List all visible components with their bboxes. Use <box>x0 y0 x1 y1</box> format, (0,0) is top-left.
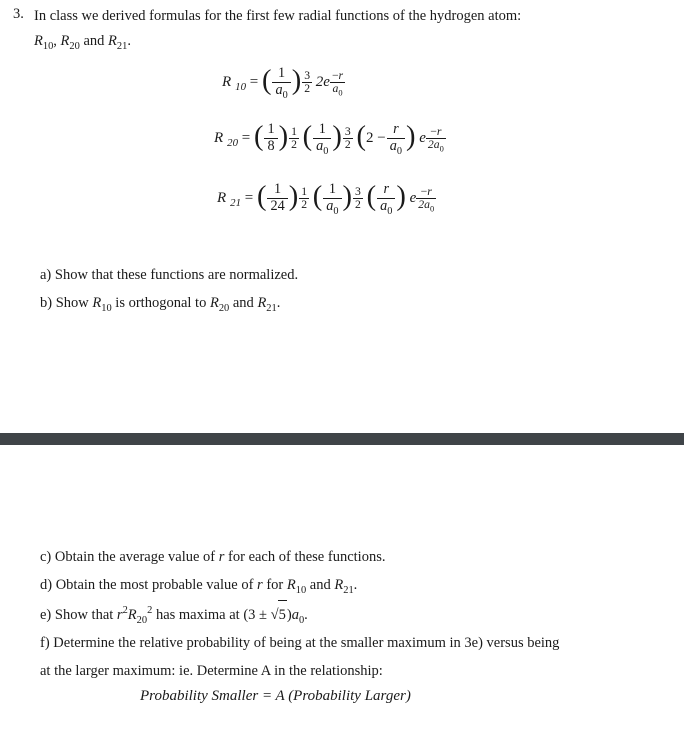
equation-r10 <box>222 66 345 99</box>
part-d-prefix: d) Obtain the most probable value of <box>40 577 258 594</box>
paren-open: ( <box>253 121 264 153</box>
a-symbol: a <box>380 197 388 214</box>
fraction-numerator: r <box>383 181 390 197</box>
sqrt-icon: √ <box>270 606 279 623</box>
minus-sign: − <box>331 68 339 82</box>
exponent-denominator: 2 <box>344 137 351 151</box>
stem-r10-sub: 10 <box>42 40 54 52</box>
part-e-a-sub: 0 <box>298 614 305 626</box>
exponent-numerator: 1 <box>301 184 308 198</box>
exponent-numerator <box>416 186 436 198</box>
bracket-leading-term: 2 − <box>366 129 386 146</box>
final-equation-right: A (Probability Larger) <box>275 688 411 704</box>
part-b-r20-sub: 20 <box>218 302 230 314</box>
part-e-R20-sub: 20 <box>136 614 148 626</box>
part-e-a: a <box>291 606 299 623</box>
part-b-middle: is orthogonal to <box>111 294 210 311</box>
part-d-end: . <box>353 577 358 594</box>
fraction-numerator: 1 <box>328 181 336 197</box>
part-f-line2: at the larger maximum: ie. Determine A in the relationship: <box>40 663 383 680</box>
part-b-and: and <box>229 294 258 311</box>
equation-r10-label: R <box>222 73 232 90</box>
fraction-denominator <box>313 138 331 155</box>
equation-r21-equals: = <box>244 189 254 206</box>
two-a-symbol: 2a <box>427 137 440 151</box>
parts-list-bottom <box>40 543 665 685</box>
equation-r21-factor1 <box>257 182 309 215</box>
stem-sep2: and <box>79 33 109 50</box>
equation-r10-equals: = <box>249 73 259 90</box>
equation-r21-factor2 <box>313 182 363 215</box>
a-subscript: 0 <box>338 87 343 98</box>
stem-sep1: , <box>53 33 61 50</box>
part-e-paren-open: ( <box>243 606 249 623</box>
equation-r20-label: R <box>214 129 224 146</box>
exponent-numerator: 3 <box>304 68 311 82</box>
exponent-numerator: 1 <box>291 124 297 138</box>
minus-sign: − <box>430 124 437 138</box>
fraction-numerator: 1 <box>274 181 282 197</box>
fraction-denominator: 24 <box>267 198 287 215</box>
part-d-r: r <box>257 577 263 594</box>
question-stem <box>34 6 664 52</box>
paren-close: ) <box>332 121 342 153</box>
equation-r20-bracket <box>357 122 416 155</box>
a-symbol: a <box>275 81 283 98</box>
equation-r21-factor3 <box>367 182 406 215</box>
fraction-numerator: 1 <box>318 121 326 137</box>
a-symbol: a <box>326 197 334 214</box>
paren-close: ) <box>396 181 406 213</box>
part-b-r21-sub: 21 <box>266 302 277 314</box>
exponent-three-halves <box>353 186 363 212</box>
r-symbol: r <box>338 68 344 82</box>
fraction-denominator <box>387 138 405 155</box>
part-d-r21-sub: 21 <box>343 585 354 597</box>
part-a: a) Show that these functions are normalized. <box>40 267 299 283</box>
part-d-middle: for <box>262 577 287 594</box>
fraction-numerator: 1 <box>278 65 286 81</box>
fraction-one-over-a0 <box>323 182 341 215</box>
part-f-line1: f) Determine the relative probability of being at the smaller maximum in 3e) versus being <box>40 634 560 651</box>
equation-r21 <box>217 182 436 215</box>
equation-r21-e: e <box>409 189 417 206</box>
a-subscript: 0 <box>387 205 393 217</box>
exponent-numerator <box>330 70 345 82</box>
a-symbol: a <box>332 81 339 95</box>
part-b-r10-sub: 10 <box>101 302 112 314</box>
fraction-one-over-a0 <box>272 66 290 99</box>
exponent-denominator: 2 <box>301 197 308 211</box>
equation-r20-factor1 <box>254 122 299 155</box>
two-a-symbol: 2a <box>418 197 430 211</box>
stem-r10: R <box>34 33 43 50</box>
fraction-one-eighth <box>264 122 277 155</box>
part-d-and: and <box>306 577 335 594</box>
a-subscript: 0 <box>429 203 435 214</box>
part-e-R20: R <box>127 606 137 623</box>
paren-close: ) <box>291 65 302 97</box>
exponent-denominator: 2 <box>355 197 361 211</box>
exponent-one-half <box>289 126 299 152</box>
part-f <box>40 629 665 686</box>
exponent-numerator: 3 <box>344 124 351 138</box>
paren-open: ( <box>366 181 377 213</box>
question-stem-line1: In class we derived formulas for the first few radial functions of the hydrogen atom: <box>34 8 522 24</box>
equation-r20-e: e <box>419 129 426 146</box>
question-stem-line2 <box>34 31 664 52</box>
part-d-r10-sub: 10 <box>295 585 307 597</box>
equation-r21-label-sub: 21 <box>230 196 241 209</box>
part-e-paren-close: ) <box>286 606 292 623</box>
a-symbol: a <box>389 137 397 154</box>
paren-open: ( <box>302 121 313 153</box>
exponent-three-halves <box>302 70 312 96</box>
equation-r20-factor2 <box>303 122 353 155</box>
stem-end: . <box>127 33 131 50</box>
part-e-r-exponent: 2 <box>122 604 128 616</box>
stem-r20: R <box>60 33 70 50</box>
exponent-denominator: 2 <box>291 137 297 151</box>
part-e-expression: 3 ± <box>248 606 271 623</box>
equation-r21-label: R <box>217 189 227 206</box>
exponent-denominator <box>330 81 345 98</box>
a-subscript: 0 <box>282 89 288 101</box>
part-c-prefix: c) Obtain the average value of <box>40 549 219 565</box>
part-b-r10: R <box>92 294 102 311</box>
fraction-denominator <box>272 82 290 99</box>
r-symbol: r <box>436 124 442 138</box>
page-divider-bar <box>0 433 684 445</box>
fraction-r-over-a0 <box>377 182 395 215</box>
minus-sign: − <box>420 184 428 198</box>
part-c-r: r <box>218 549 225 565</box>
part-d-r21: R <box>334 577 344 594</box>
equation-r20-exponent <box>426 126 446 152</box>
fraction-denominator: 8 <box>264 138 277 155</box>
question-number: 3. <box>13 6 24 22</box>
fraction-denominator <box>323 198 341 215</box>
exponent-denominator <box>416 197 436 214</box>
equation-r10-coefficient: 2e <box>315 73 330 90</box>
exponent-denominator: 2 <box>304 81 311 95</box>
part-e <box>40 600 665 629</box>
part-e-middle: has maxima at <box>152 606 244 623</box>
paren-open: ( <box>312 181 323 213</box>
paren-close: ) <box>342 181 353 213</box>
part-d-r10: R <box>286 577 296 594</box>
part-e-sqrt-arg: 5 <box>278 600 287 629</box>
equation-r20-equals: = <box>241 129 251 146</box>
stem-r21-sub: 21 <box>116 40 128 52</box>
parts-list-top <box>40 262 660 317</box>
equation-r10-exponent <box>330 70 345 96</box>
equation-r20-label-sub: 20 <box>227 136 238 149</box>
a-symbol: a <box>316 137 324 154</box>
a-subscript: 0 <box>333 205 339 217</box>
fraction-numerator: r <box>393 121 399 137</box>
fraction-one-over-24 <box>267 182 287 215</box>
exponent-denominator <box>426 137 446 154</box>
part-b-r21: R <box>257 294 267 311</box>
final-equation <box>140 688 411 705</box>
fraction-one-over-a0 <box>313 122 331 155</box>
a-subscript: 0 <box>396 145 402 157</box>
part-e-end: . <box>304 606 308 623</box>
final-equation-equals: = <box>258 688 276 704</box>
exponent-numerator: 3 <box>355 184 361 198</box>
part-e-R20-sup: 2 <box>147 604 153 616</box>
paren-close: ) <box>288 181 299 213</box>
part-b-end: . <box>276 294 281 311</box>
a-subscript: 0 <box>323 145 329 157</box>
part-c <box>40 543 665 571</box>
part-c-suffix: for each of these functions. <box>224 549 386 565</box>
stem-r21: R <box>108 33 117 50</box>
part-b <box>40 290 660 318</box>
fraction-r-over-a0 <box>387 122 405 155</box>
a-subscript: 0 <box>439 143 444 154</box>
paren-open: ( <box>261 65 272 97</box>
paren-close: ) <box>405 121 416 153</box>
equation-r10-group <box>262 66 312 99</box>
r-symbol: r <box>427 184 432 198</box>
stem-r20-sub: 20 <box>69 40 80 52</box>
final-equation-left: Probability Smaller <box>140 688 259 704</box>
exponent-numerator <box>426 126 446 138</box>
paren-open: ( <box>256 181 267 213</box>
fraction-numerator: 1 <box>267 121 275 137</box>
equation-r21-exponent <box>416 186 436 212</box>
fraction-denominator <box>377 198 395 215</box>
equation-r10-label-sub: 10 <box>235 80 246 93</box>
part-b-r20: R <box>209 294 219 311</box>
part-e-prefix: e) Show that <box>40 606 117 623</box>
equation-r20 <box>214 122 446 155</box>
part-b-prefix: b) Show <box>40 294 93 311</box>
paren-close: ) <box>278 121 289 153</box>
exponent-one-half <box>299 186 309 212</box>
paren-open: ( <box>356 121 366 153</box>
part-e-r: r <box>116 606 123 623</box>
part-d <box>40 571 665 599</box>
exponent-three-halves <box>343 126 353 152</box>
